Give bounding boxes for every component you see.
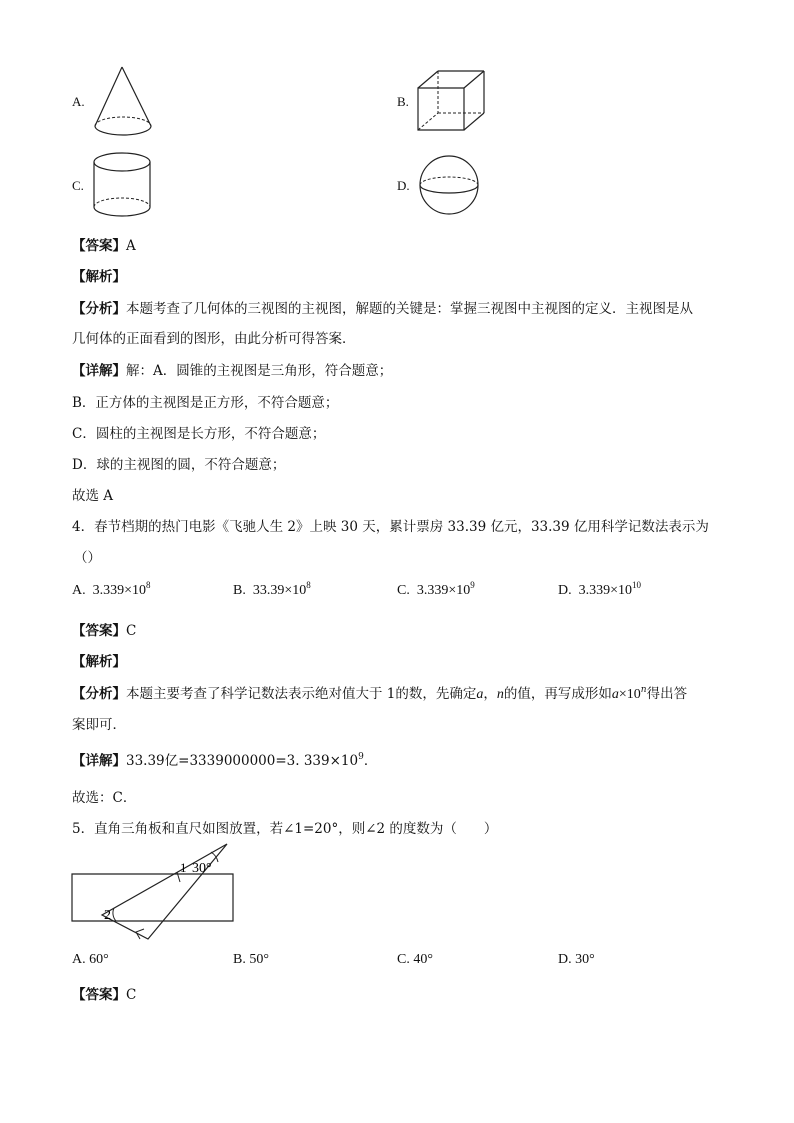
q5-option-a: A. 60°	[72, 952, 109, 967]
answer-value: A	[126, 238, 136, 254]
var-a: a	[476, 687, 484, 702]
q3-jiexi-tag: 【解析】	[72, 269, 126, 285]
q4-stem-line1: 4．春节档期的热门电影《飞驰人生 2》上映 30 天，累计票房 33.39 亿元，33.39 亿用科学记数法表示为	[72, 519, 709, 535]
detail-tag: 【详解】	[72, 363, 126, 379]
q3-detail-line3: C．圆柱的主视图是长方形，不符合题意；	[72, 426, 326, 442]
q3-detail-line4: D．球的主视图的圆，不符合题意；	[72, 457, 286, 473]
var-n: n	[496, 687, 504, 702]
q3-answer-line	[72, 234, 136, 254]
q4-answer-line	[72, 619, 136, 639]
option-d-label: D.	[397, 178, 410, 193]
analysis-text: 得出答	[646, 686, 688, 702]
option-exponent: 9	[470, 580, 475, 590]
option-exponent: 10	[632, 580, 642, 590]
q4-jiexi-tag: 【解析】	[72, 654, 126, 670]
answer-tag: 【答案】	[72, 238, 126, 254]
q3-detail-line1	[72, 359, 392, 379]
detail-expression: 33.39亿=3339000000=3. 339×10	[126, 753, 359, 769]
right-angle-mark	[136, 929, 144, 939]
q5-stem: 5．直角三角板和直尺如图放置，若∠1=20°，则∠2 的度数为（ ）	[72, 821, 498, 837]
q5-option-d: D. 30°	[558, 952, 595, 967]
q4-option-a	[72, 580, 151, 599]
q3-analysis-line1	[72, 297, 693, 317]
cylinder-icon	[92, 152, 154, 220]
option-times: ×10	[284, 583, 307, 598]
option-b-label: B.	[397, 94, 409, 109]
analysis-text: 的值，再写成形如	[503, 686, 612, 702]
option-a-label: A.	[72, 94, 85, 109]
answer-tag: 【答案】	[72, 987, 126, 1003]
option-exponent: 8	[306, 580, 311, 590]
label-angle-1: 1	[180, 860, 187, 875]
q5-option-b: B. 50°	[233, 952, 269, 967]
q5-answer-line	[72, 983, 136, 1003]
option-times: ×10	[124, 583, 147, 598]
comma: ，	[483, 686, 497, 702]
option-exponent: 8	[146, 580, 151, 590]
cone-icon	[92, 66, 156, 140]
ruler-shape	[72, 874, 233, 921]
option-mantissa: 3.339	[416, 583, 449, 598]
option-mantissa: 3.339	[92, 583, 125, 598]
form-times-ten: ×10	[618, 687, 641, 702]
option-times: ×10	[448, 583, 471, 598]
option-letter: C.	[397, 583, 410, 598]
answer-tag: 【答案】	[72, 623, 126, 639]
q4-analysis-line1	[72, 682, 687, 703]
q3-detail-line2: B．正方体的主视图是正方形，不符合题意；	[72, 395, 339, 411]
q4-analysis-line2: 案即可．	[72, 717, 126, 733]
q5-option-c: C. 40°	[397, 952, 433, 967]
form-exponent: n	[640, 685, 647, 695]
q3-analysis-line2: 几何体的正面看到的图形，由此分析可得答案．	[72, 331, 356, 347]
q4-detail-line	[72, 749, 377, 769]
option-c-label: C.	[72, 178, 84, 193]
angle-2-mark	[113, 908, 116, 921]
detail-text: 解：A．圆锥的主视图是三角形，符合题意；	[126, 363, 393, 379]
q3-conclusion: 故选 A	[72, 488, 114, 504]
detail-tag: 【详解】	[72, 753, 126, 769]
option-mantissa: 3.339	[578, 583, 611, 598]
option-mantissa: 33.39	[252, 583, 285, 598]
triangle-shape	[102, 844, 227, 939]
option-letter: A.	[72, 583, 86, 598]
answer-value: C	[126, 987, 137, 1003]
analysis-tag: 【分析】	[72, 686, 126, 702]
q4-option-d	[558, 580, 642, 599]
q4-conclusion: 故选：C．	[72, 790, 137, 806]
option-times: ×10	[610, 583, 633, 598]
detail-end: ．	[363, 753, 378, 769]
option-letter: B.	[233, 583, 246, 598]
sphere-icon	[417, 155, 483, 217]
q4-option-c	[397, 580, 475, 599]
analysis-text: 本题主要考查了科学记数法表示绝对值大于 1的数，先确定	[126, 686, 477, 702]
triangle-ruler-figure	[70, 840, 240, 945]
form-a: a	[611, 687, 619, 702]
q4-option-b	[233, 580, 311, 599]
option-letter: D.	[558, 583, 572, 598]
label-angle-2: 2	[104, 908, 111, 923]
answer-value: C	[126, 623, 137, 639]
label-30-degree: 30°	[192, 861, 212, 876]
detail-exponent: 9	[358, 752, 364, 762]
analysis-text: 本题考查了几何体的三视图的主视图，解题的关键是：掌握三视图中主视图的定义．主视图是从	[126, 301, 693, 317]
cube-icon	[417, 70, 487, 132]
q4-stem-line2: （）	[74, 550, 101, 566]
analysis-tag: 【分析】	[72, 301, 126, 317]
